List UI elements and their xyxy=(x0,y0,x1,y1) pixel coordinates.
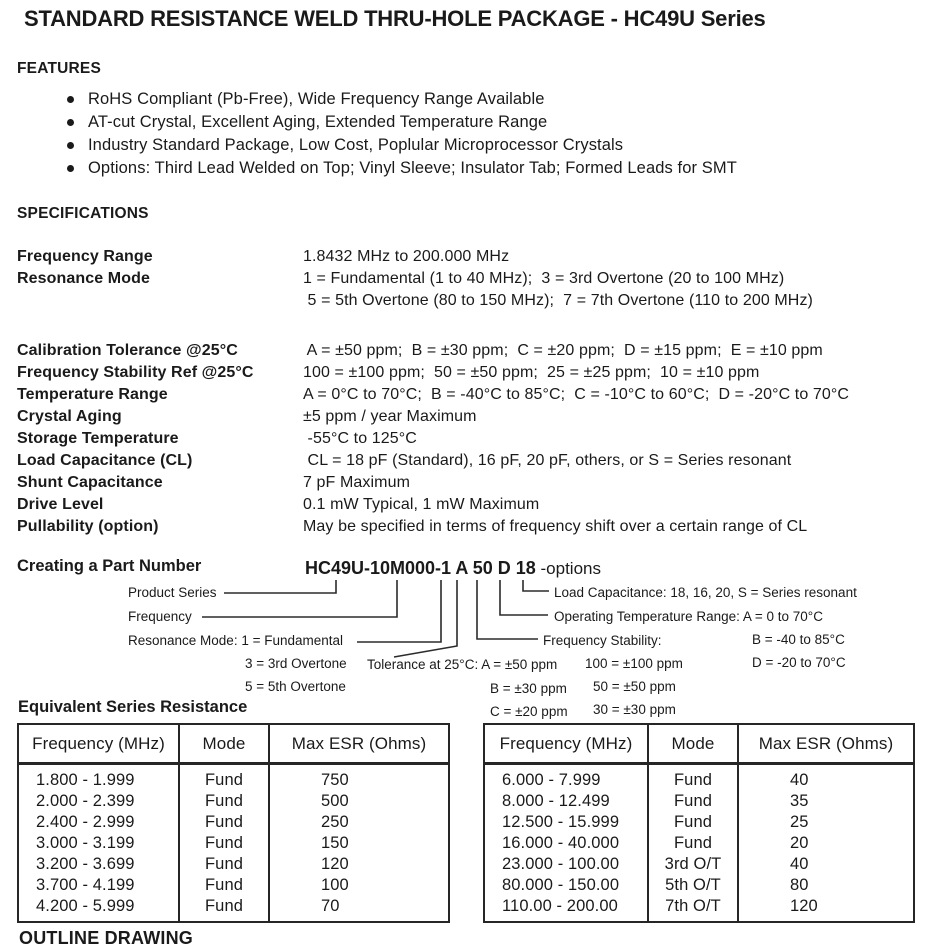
esr-mode: Fund xyxy=(648,764,738,792)
spec-value: 7 pF Maximum xyxy=(303,474,410,491)
esr-heading: Equivalent Series Resistance xyxy=(18,698,248,716)
esr-row xyxy=(18,764,449,792)
label-resonance-5th: 5 = 5th Overtone xyxy=(245,679,346,694)
esr-frequency: 16.000 - 40.000 xyxy=(502,834,620,852)
esr-max: 120 xyxy=(738,896,914,922)
esr-frequency: 4.200 - 5.999 xyxy=(36,897,135,915)
esr-col-mode: Mode xyxy=(179,724,269,764)
spec-value: 1 = Fundamental (1 to 40 MHz); 3 = 3rd Overtone (20 to 100 MHz) xyxy=(303,270,785,287)
feature-item: AT-cut Crystal, Excellent Aging, Extended Temperature Range xyxy=(66,111,737,134)
spec-value: -55°C to 125°C xyxy=(303,430,417,447)
feature-item: RoHS Compliant (Pb-Free), Wide Frequency Range Available xyxy=(66,88,737,111)
esr-max: 25 xyxy=(738,812,914,833)
label-product-series: Product Series xyxy=(128,585,217,600)
label-tolerance: Tolerance at 25°C: A = ±50 ppm xyxy=(367,657,558,672)
esr-col-frequency: Frequency (MHz) xyxy=(18,724,179,764)
specifications-list xyxy=(17,246,942,538)
esr-max: 35 xyxy=(738,791,914,812)
esr-frequency: 1.800 - 1.999 xyxy=(36,771,135,789)
spec-row xyxy=(17,472,942,494)
spec-label: Crystal Aging xyxy=(17,408,122,425)
esr-row xyxy=(18,854,449,875)
esr-frequency: 3.000 - 3.199 xyxy=(36,834,135,852)
spec-row xyxy=(17,516,942,538)
spec-value: 0.1 mW Typical, 1 mW Maximum xyxy=(303,496,540,513)
esr-max: 70 xyxy=(269,896,449,922)
esr-mode: Fund xyxy=(179,764,269,792)
esr-frequency: 3.200 - 3.699 xyxy=(36,855,135,873)
outline-drawing-heading: OUTLINE DRAWING xyxy=(19,928,193,948)
spec-label: Drive Level xyxy=(17,496,104,513)
features-list xyxy=(66,88,737,180)
spec-row xyxy=(17,384,942,406)
esr-col-maxesr: Max ESR (Ohms) xyxy=(738,724,914,764)
label-load-capacitance: Load Capacitance: 18, 16, 20, S = Series resonant xyxy=(554,585,857,600)
features-heading: FEATURES xyxy=(17,60,101,77)
esr-row xyxy=(484,764,914,792)
esr-row xyxy=(18,812,449,833)
esr-mode: 5th O/T xyxy=(648,875,738,896)
spec-label: Load Capacitance (CL) xyxy=(17,452,193,469)
esr-frequency: 3.700 - 4.199 xyxy=(36,876,135,894)
esr-frequency: 8.000 - 12.499 xyxy=(502,792,610,810)
spec-value: May be specified in terms of frequency shift over a certain range of CL xyxy=(303,518,808,535)
spec-label: Shunt Capacitance xyxy=(17,474,163,491)
spec-row xyxy=(17,406,942,428)
esr-mode: Fund xyxy=(179,791,269,812)
label-frequency: Frequency xyxy=(128,609,192,624)
esr-row xyxy=(484,896,914,922)
label-operating-temp: Operating Temperature Range: A = 0 to 70°C xyxy=(554,609,823,624)
esr-max: 80 xyxy=(738,875,914,896)
esr-max: 100 xyxy=(269,875,449,896)
label-stability-50: 50 = ±50 ppm xyxy=(593,679,676,694)
spec-row xyxy=(17,340,942,362)
esr-frequency: 2.000 - 2.399 xyxy=(36,792,135,810)
spec-label: Pullability (option) xyxy=(17,518,159,535)
spec-label: Calibration Tolerance @25°C xyxy=(17,342,238,359)
spec-label: Frequency Range xyxy=(17,248,153,265)
esr-max: 120 xyxy=(269,854,449,875)
esr-mode: 7th O/T xyxy=(648,896,738,922)
spec-label: Resonance Mode xyxy=(17,270,150,287)
label-stability-30: 30 = ±30 ppm xyxy=(593,702,676,717)
specifications-heading: SPECIFICATIONS xyxy=(17,205,149,222)
spec-value: ±5 ppm / year Maximum xyxy=(303,408,477,425)
part-number-heading: Creating a Part Number xyxy=(17,557,202,575)
esr-frequency: 80.000 - 150.00 xyxy=(502,876,620,894)
esr-mode: Fund xyxy=(179,875,269,896)
spec-row xyxy=(17,494,942,516)
label-operating-temp-d: D = -20 to 70°C xyxy=(752,655,846,670)
esr-col-frequency: Frequency (MHz) xyxy=(484,724,648,764)
page-title: STANDARD RESISTANCE WELD THRU-HOLE PACKAGE - HC49U Series xyxy=(24,6,766,31)
esr-frequency: 6.000 - 7.999 xyxy=(502,771,601,789)
esr-frequency: 12.500 - 15.999 xyxy=(502,813,620,831)
esr-col-mode: Mode xyxy=(648,724,738,764)
label-frequency-stability: Frequency Stability: xyxy=(543,633,662,648)
esr-frequency: 110.00 - 200.00 xyxy=(502,897,618,915)
esr-mode: Fund xyxy=(648,812,738,833)
esr-row xyxy=(18,875,449,896)
spec-row xyxy=(17,450,942,472)
part-number-code-suffix: -options xyxy=(535,559,601,578)
esr-max: 500 xyxy=(269,791,449,812)
esr-header-row xyxy=(18,724,449,764)
esr-max: 40 xyxy=(738,764,914,792)
spec-label: Storage Temperature xyxy=(17,430,179,447)
esr-mode: Fund xyxy=(648,791,738,812)
esr-row xyxy=(484,812,914,833)
esr-mode: 3rd O/T xyxy=(648,854,738,875)
esr-table-left xyxy=(17,723,450,923)
label-operating-temp-b: B = -40 to 85°C xyxy=(752,632,845,647)
esr-row xyxy=(18,833,449,854)
esr-frequency: 23.000 - 100.00 xyxy=(502,855,620,873)
spec-value: 5 = 5th Overtone (80 to 150 MHz); 7 = 7th Overtone (110 to 200 MHz) xyxy=(303,292,813,309)
part-number-code-bold: HC49U-10M000-1 A 50 D 18 xyxy=(305,558,536,578)
esr-max: 20 xyxy=(738,833,914,854)
spec-value: A = 0°C to 70°C; B = -40°C to 85°C; C = -10°C to 60°C; D = -20°C to 70°C xyxy=(303,386,850,403)
esr-mode: Fund xyxy=(179,896,269,922)
spec-row xyxy=(17,290,942,312)
esr-mode: Fund xyxy=(648,833,738,854)
esr-frequency: 2.400 - 2.999 xyxy=(36,813,135,831)
esr-max: 750 xyxy=(269,764,449,792)
spec-label: Temperature Range xyxy=(17,386,168,403)
label-stability-100: 100 = ±100 ppm xyxy=(585,656,683,671)
spec-value: 1.8432 MHz to 200.000 MHz xyxy=(303,248,510,265)
esr-col-maxesr: Max ESR (Ohms) xyxy=(269,724,449,764)
esr-row xyxy=(484,854,914,875)
esr-max: 150 xyxy=(269,833,449,854)
esr-mode: Fund xyxy=(179,812,269,833)
feature-item: Options: Third Lead Welded on Top; Vinyl Sleeve; Insulator Tab; Formed Leads for SMT xyxy=(66,157,737,180)
esr-max: 40 xyxy=(738,854,914,875)
spec-row xyxy=(17,428,942,450)
esr-row xyxy=(484,875,914,896)
spec-row xyxy=(17,246,942,268)
esr-row xyxy=(18,896,449,922)
esr-row xyxy=(18,791,449,812)
feature-item: Industry Standard Package, Low Cost, Poplular Microprocessor Crystals xyxy=(66,134,737,157)
esr-header-row xyxy=(484,724,914,764)
spec-value: 100 = ±100 ppm; 50 = ±50 ppm; 25 = ±25 ppm; 10 = ±10 ppm xyxy=(303,364,760,381)
spec-label xyxy=(17,290,303,312)
esr-table-right xyxy=(483,723,915,923)
spec-row xyxy=(17,362,942,384)
spec-label: Frequency Stability Ref @25°C xyxy=(17,364,254,381)
label-resonance-3rd: 3 = 3rd Overtone xyxy=(245,656,347,671)
esr-row xyxy=(484,791,914,812)
spec-value: CL = 18 pF (Standard), 16 pF, 20 pF, others, or S = Series resonant xyxy=(303,452,792,469)
esr-row xyxy=(484,833,914,854)
label-tolerance-c: C = ±20 ppm xyxy=(490,704,568,719)
esr-mode: Fund xyxy=(179,833,269,854)
esr-max: 250 xyxy=(269,812,449,833)
label-tolerance-b: B = ±30 ppm xyxy=(490,681,567,696)
spec-value: A = ±50 ppm; B = ±30 ppm; C = ±20 ppm; D = ±15 ppm; E = ±10 ppm xyxy=(303,342,823,359)
label-resonance-mode: Resonance Mode: 1 = Fundamental xyxy=(128,633,344,648)
spec-row xyxy=(17,268,942,290)
esr-mode: Fund xyxy=(179,854,269,875)
